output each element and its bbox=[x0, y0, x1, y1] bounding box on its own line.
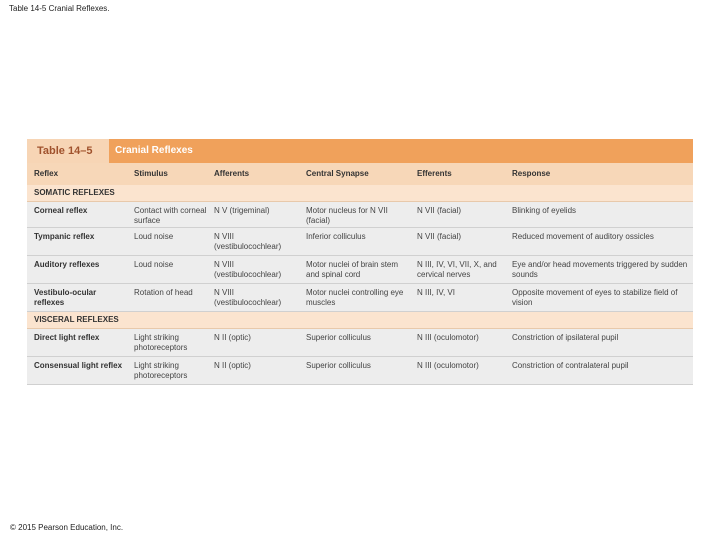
cell-afferents: N II (optic) bbox=[214, 333, 251, 342]
table-header-bar bbox=[27, 139, 693, 163]
cell-central-synapse: Motor nuclei of brain stem and spinal cord bbox=[306, 260, 399, 279]
table-row bbox=[27, 202, 693, 228]
cell-central-synapse: Motor nuclei controlling eye muscles bbox=[306, 288, 404, 307]
cell-efferents: N III (oculomotor) bbox=[417, 361, 479, 370]
cell-stimulus: Light striking photoreceptors bbox=[134, 361, 188, 380]
column-header-row bbox=[27, 163, 693, 185]
cell-reflex: Tympanic reflex bbox=[34, 232, 95, 241]
table-number: Table 14–5 bbox=[27, 139, 109, 163]
cell-response: Blinking of eyelids bbox=[512, 206, 577, 215]
table-row bbox=[27, 228, 693, 256]
copyright-footer: © 2015 Pearson Education, Inc. bbox=[10, 523, 124, 532]
cell-stimulus: Loud noise bbox=[134, 232, 174, 241]
cell-efferents: N VII (facial) bbox=[417, 206, 462, 215]
cell-afferents: N V (trigeminal) bbox=[214, 206, 270, 215]
cell-response: Opposite movement of eyes to stabilize field of vision bbox=[512, 288, 678, 307]
cell-stimulus: Light striking photoreceptors bbox=[134, 333, 188, 352]
cell-response: Constriction of contralateral pupil bbox=[512, 361, 629, 370]
cell-stimulus: Loud noise bbox=[134, 260, 174, 269]
cell-efferents: N III, IV, VI bbox=[417, 288, 455, 297]
cell-reflex: Corneal reflex bbox=[34, 206, 88, 215]
cell-reflex: Direct light reflex bbox=[34, 333, 100, 342]
table-row bbox=[27, 256, 693, 284]
cell-afferents: N II (optic) bbox=[214, 361, 251, 370]
column-header-afferents: Afferents bbox=[214, 169, 250, 178]
section-label: SOMATIC REFLEXES bbox=[27, 185, 693, 202]
cell-reflex: Auditory reflexes bbox=[34, 260, 100, 269]
cell-reflex: Vestibulo-ocular reflexes bbox=[34, 288, 97, 307]
slide-title: Table 14-5 Cranial Reflexes. bbox=[9, 4, 110, 13]
cell-afferents: N VIII (vestibulocochlear) bbox=[214, 288, 282, 307]
section-label: VISCERAL REFLEXES bbox=[27, 312, 693, 329]
table-row bbox=[27, 357, 693, 385]
column-header-central-synapse: Central Synapse bbox=[306, 169, 369, 178]
cell-efferents: N III, IV, VI, VII, X, and cervical nerves bbox=[417, 260, 497, 279]
cell-afferents: N VIII (vestibulocochlear) bbox=[214, 232, 282, 251]
cell-stimulus: Rotation of head bbox=[134, 288, 193, 297]
cell-stimulus: Contact with corneal surface bbox=[134, 206, 207, 225]
column-header-response: Response bbox=[512, 169, 551, 178]
table-row bbox=[27, 329, 693, 357]
cranial-reflexes-table bbox=[27, 139, 693, 385]
cell-central-synapse: Superior colliculus bbox=[306, 361, 371, 370]
table-title: Cranial Reflexes bbox=[115, 145, 193, 156]
cell-central-synapse: Inferior colliculus bbox=[306, 232, 366, 241]
cell-reflex: Consensual light reflex bbox=[34, 361, 123, 370]
column-header-reflex: Reflex bbox=[34, 169, 59, 178]
table-row bbox=[27, 284, 693, 312]
cell-central-synapse: Motor nucleus for N VII (facial) bbox=[306, 206, 388, 225]
table-body bbox=[27, 185, 693, 385]
cell-efferents: N III (oculomotor) bbox=[417, 333, 479, 342]
cell-efferents: N VII (facial) bbox=[417, 232, 462, 241]
cell-afferents: N VIII (vestibulocochlear) bbox=[214, 260, 282, 279]
column-header-stimulus: Stimulus bbox=[134, 169, 168, 178]
cell-central-synapse: Superior colliculus bbox=[306, 333, 371, 342]
cell-response: Reduced movement of auditory ossicles bbox=[512, 232, 654, 241]
column-header-efferents: Efferents bbox=[417, 169, 452, 178]
cell-response: Constriction of ipsilateral pupil bbox=[512, 333, 619, 342]
cell-response: Eye and/or head movements triggered by sudden sounds bbox=[512, 260, 688, 279]
